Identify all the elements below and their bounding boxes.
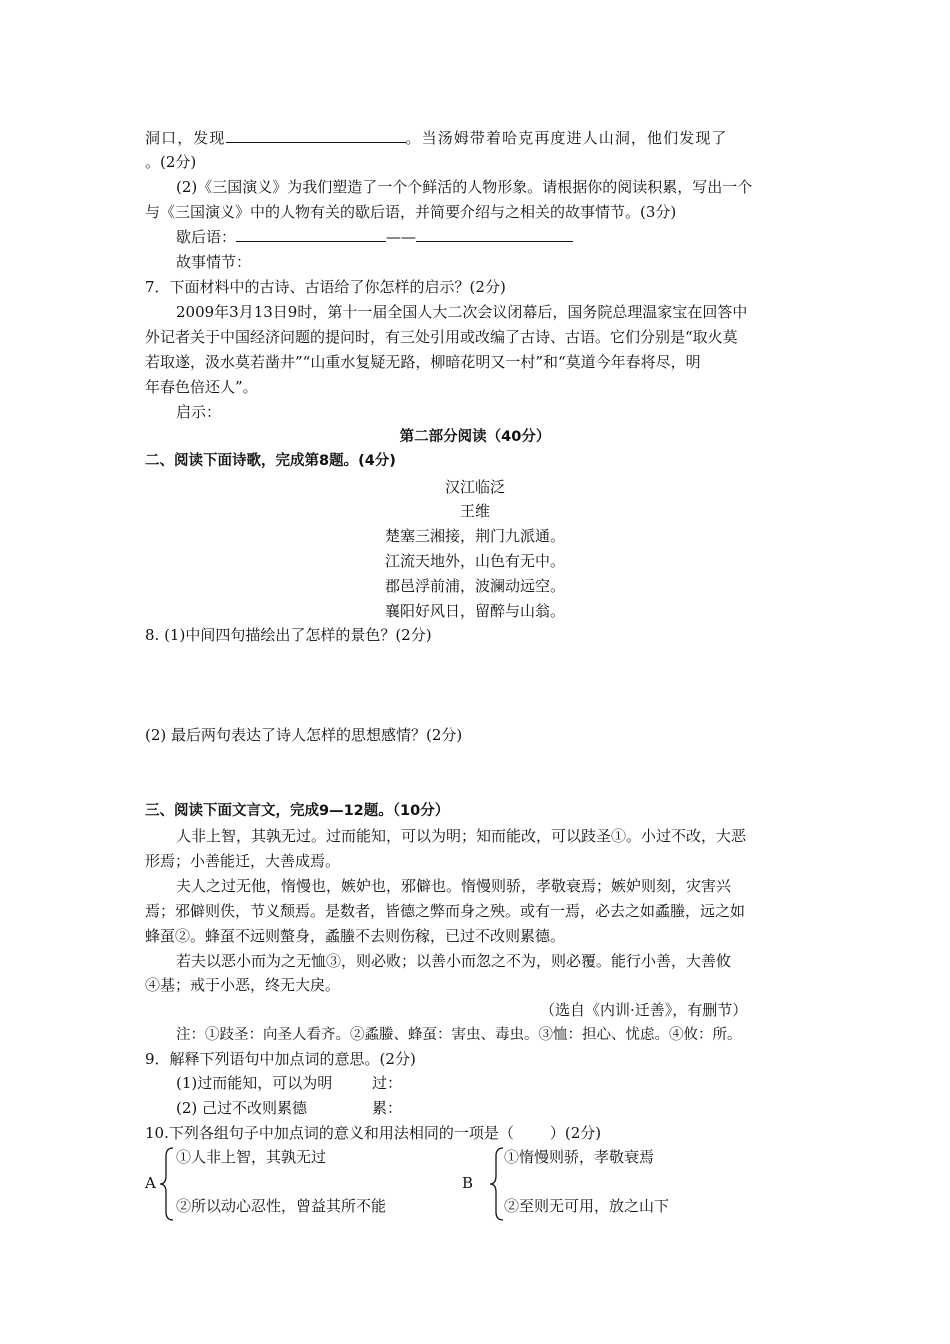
xiehouyu-line bbox=[176, 226, 573, 248]
q8-part2: (2) 最后两句表达了诗人怎样的思想感情？(2分) bbox=[145, 726, 463, 744]
q6-text-a: 洞口，发现 bbox=[145, 129, 226, 147]
q6-text-b: 。当汤姆带着哈克再度进人山洞，他们发现了 bbox=[405, 129, 728, 147]
section2-title: 二、阅读下面诗歌，完成第8题。(4分) bbox=[145, 453, 396, 469]
option-a-item-2: ②所以动心忍性，曾益其所不能 bbox=[176, 1197, 387, 1215]
q10-title-b: ）(2分) bbox=[549, 1124, 602, 1142]
option-a-label: A bbox=[145, 1174, 156, 1192]
poem-line-1: 楚塞三湘接，荆门九派通。 bbox=[384, 527, 565, 545]
q7-title: 7．下面材料中的古诗、古语给了你怎样的启示？(2分) bbox=[145, 278, 506, 296]
text-notes: 注：①跂圣：向圣人看齐。②蟊螣、蜂虿：害虫、毒虫。③恤：担心、忧虑。④攸：所。 bbox=[176, 1027, 742, 1043]
q6-answer-blank[interactable] bbox=[226, 128, 406, 143]
xiehouyu-dash: —— bbox=[386, 228, 417, 246]
poem-title: 汉江临泛 bbox=[444, 478, 505, 496]
text-p2-line-3: 蜂虿②。蜂虿不远则螫身，蟊螣不去则伤稼，已过不改则累德。 bbox=[145, 927, 566, 945]
poem-author: 王维 bbox=[459, 502, 490, 520]
q6-part2-line-2: 与《三国演义》中的人物有关的歇后语，并简要介绍与之相关的故事情节。(3分) bbox=[145, 203, 677, 221]
xiehouyu-label: 歇后语： bbox=[176, 228, 237, 246]
q7-material-line-1: 2009年3月13日9时，第十一届全国人大二次会议闭幕后，国务院总理温家宝在回答中 bbox=[176, 303, 748, 321]
option-a-item-1: ①人非上智，其孰无过 bbox=[176, 1148, 327, 1166]
text-source: （选自《内训·迁善》，有删节） bbox=[540, 1001, 748, 1019]
q9-item-2: (2) 己过不改则累德 bbox=[176, 1099, 308, 1117]
text-p2-line-2: 焉；邪僻则佚，节义颓焉。是数者，皆德之弊而身之殃。或有一焉，必去之如蟊螣，远之如 bbox=[145, 902, 746, 920]
xiehouyu-blank-2[interactable] bbox=[416, 227, 573, 242]
poem-line-4: 襄阳好风日，留醉与山翁。 bbox=[384, 602, 565, 620]
q9-title: 9．解释下列语句中加点词的意思。(2分) bbox=[145, 1050, 416, 1068]
q8-part1: 8. (1)中间四句描绘出了怎样的景色？(2分) bbox=[145, 626, 432, 644]
part2-title: 第二部分阅读（40分） bbox=[399, 429, 551, 445]
text-p2-line-1: 夫人之过无他，惰慢也，嫉妒也，邪僻也。惰慢则骄，孝敬衰焉；嫉妒则刻，灾害兴 bbox=[176, 877, 732, 895]
text-p1-line-2: 形焉；小善能迁，大善成焉。 bbox=[145, 852, 341, 870]
poem-line-2: 江流天地外，山色有无中。 bbox=[384, 552, 565, 570]
option-b-label: B bbox=[462, 1174, 474, 1192]
poem-line-3: 郡邑浮前浦，波澜动远空。 bbox=[384, 577, 565, 595]
option-a-brace bbox=[158, 1146, 176, 1222]
q10-title-a: 10.下列各组句子中加点词的意义和用法相同的一项是（ bbox=[145, 1124, 514, 1142]
option-b-item-2: ②至则无可用，放之山下 bbox=[504, 1197, 670, 1215]
xiehouyu-blank-1[interactable] bbox=[236, 227, 386, 242]
q7-material-line-4: 年春色倍还人”。 bbox=[145, 378, 258, 396]
q6-line-2: 。(2分) bbox=[145, 153, 197, 171]
text-p3-line-2: ④基；戒于小恶，终无大戾。 bbox=[145, 976, 341, 994]
q7-material-line-3: 若取遂，汲水莫若凿井”“山重水复疑无路，柳暗花明又一村”和“莫道今年春将尽，明 bbox=[145, 353, 701, 371]
q9-word-2: 累： bbox=[372, 1099, 403, 1117]
q7-answer-label: 启示： bbox=[176, 403, 222, 421]
option-b-item-1: ①惰慢则骄，孝敬衰焉 bbox=[504, 1148, 655, 1166]
text-p1-line-1: 人非上智，其孰无过。过而能知，可以为明；知而能改，可以跂圣①。小过不改，大恶 bbox=[176, 827, 747, 845]
story-label: 故事情节： bbox=[176, 253, 252, 271]
q10-title bbox=[145, 1122, 601, 1144]
q7-material-line-2: 外记者关于中国经济问题的提问时，有三处引用或改编了古诗、古语。它们分别是“取火莫 bbox=[145, 328, 738, 346]
q9-word-1: 过： bbox=[372, 1074, 403, 1092]
section3-title: 三、阅读下面文言文，完成9—12题。（10分） bbox=[145, 803, 450, 819]
q6-line-1 bbox=[145, 127, 728, 149]
q6-part2-line-1: (2)《三国演义》为我们塑造了一个个鲜活的人物形象。请根据你的阅读积累，写出一个 bbox=[176, 178, 753, 196]
q9-item-1: (1)过而能知，可以为明 bbox=[176, 1074, 333, 1092]
text-p3-line-1: 若夫以恶小而为之无恤③，则必败；以善小而忽之不为，则必覆。能行小善，大善攸 bbox=[176, 952, 732, 970]
